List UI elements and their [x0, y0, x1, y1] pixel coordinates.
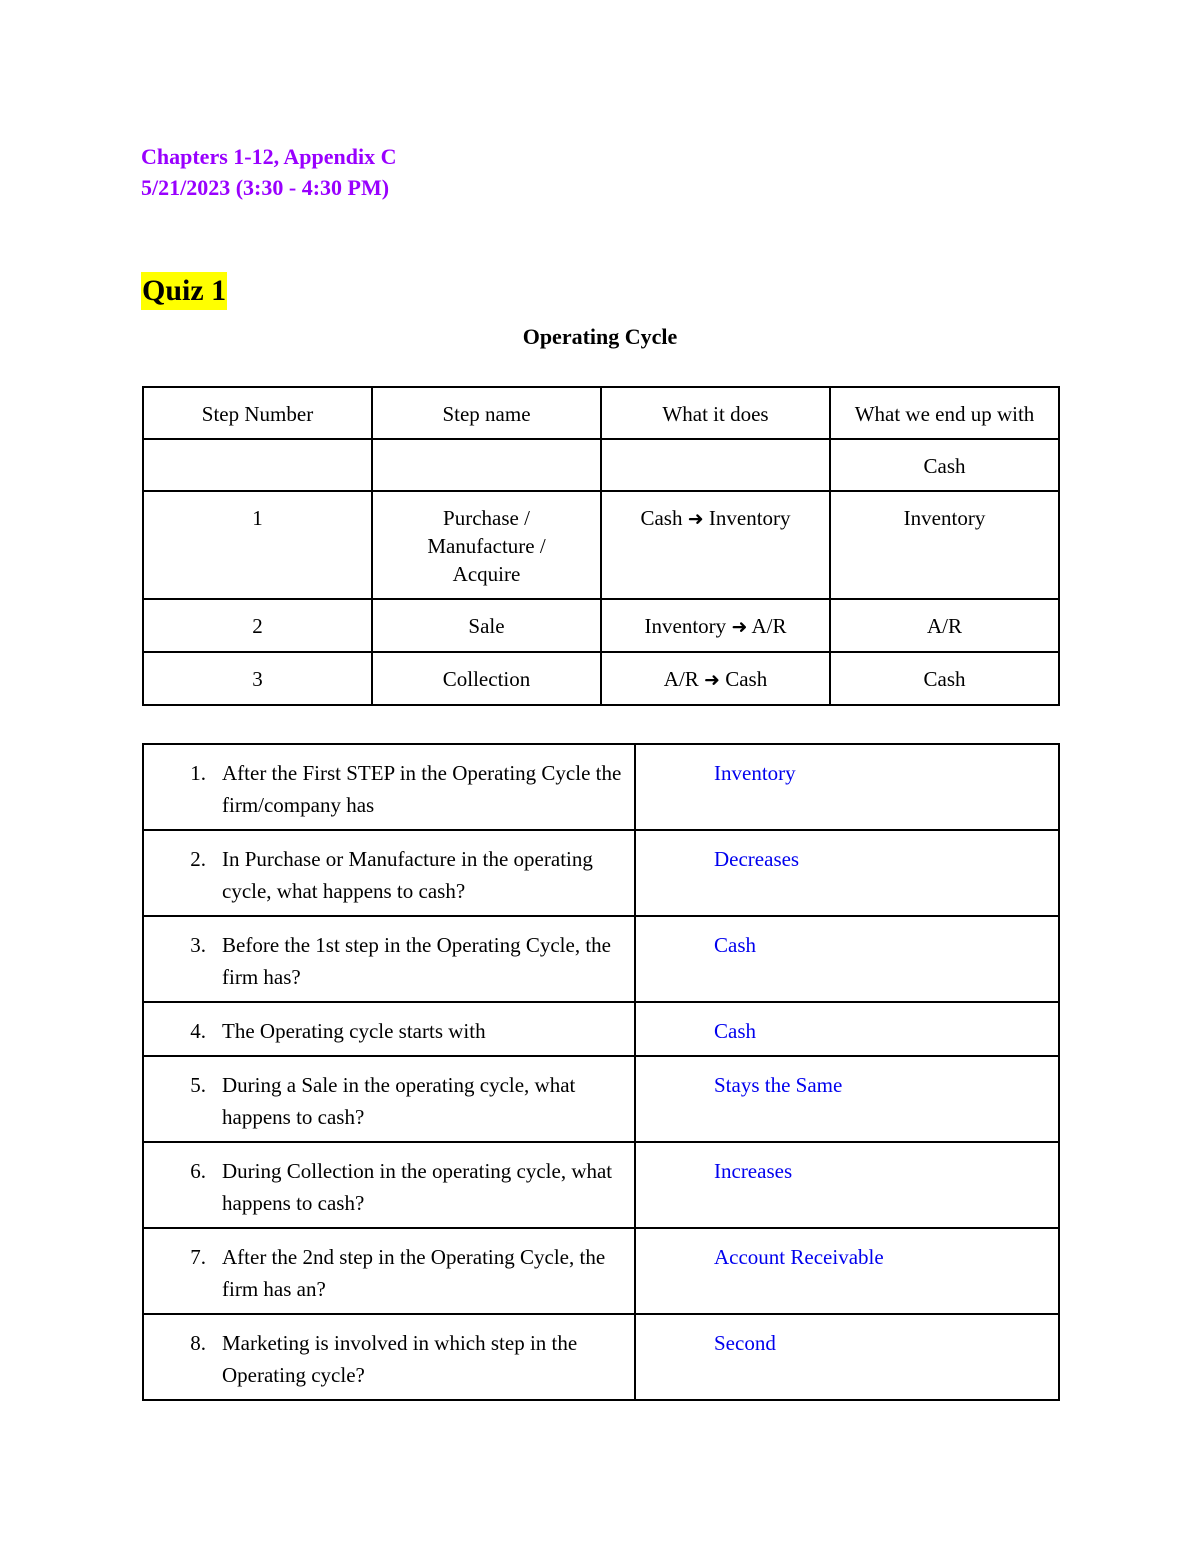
column-header: Step name [372, 387, 601, 439]
step-number-cell: 3 [143, 652, 372, 705]
to-text: Inventory [708, 506, 791, 530]
to-text: Cash [725, 667, 768, 691]
question-number: 2. [190, 847, 206, 871]
table-header-row [143, 387, 1059, 439]
what-it-does-cell [601, 439, 830, 491]
what-it-does-cell [601, 652, 830, 705]
operating-cycle-table [142, 386, 1060, 706]
document-header [141, 141, 396, 203]
section-title: Operating Cycle [522, 324, 678, 349]
step-name-cell: Collection [372, 652, 601, 705]
from-text: A/R [663, 667, 699, 691]
answer-cell: Account Receivable [635, 1228, 1059, 1314]
answer-cell: Decreases [635, 830, 1059, 916]
question-text: Before the 1st step in the Operating Cycle, the firm has? [222, 933, 611, 989]
date-line: 5/21/2023 (3:30 - 4:30 PM) [141, 175, 390, 200]
question-number: 3. [190, 933, 206, 957]
end-up-with-cell: Inventory [830, 491, 1059, 599]
arrow-right-icon: ➜ [704, 669, 720, 691]
chapters-line: Chapters 1-12, Appendix C [141, 144, 397, 169]
question-cell [143, 1056, 635, 1142]
table-row [143, 491, 1059, 599]
column-header: What we end up with [830, 387, 1059, 439]
step-name-cell: Sale [372, 599, 601, 652]
answer-cell: Cash [635, 1002, 1059, 1056]
question-text: During a Sale in the operating cycle, what happens to cash? [222, 1073, 576, 1129]
question-number: 7. [190, 1245, 206, 1269]
from-text: Inventory [644, 614, 727, 638]
step-name-text: Purchase / Manufacture / Acquire [427, 506, 546, 586]
question-cell [143, 1002, 635, 1056]
quiz-questions-table [142, 743, 1060, 1401]
question-text: During Collection in the operating cycle, what happens to cash? [222, 1159, 613, 1215]
question-text: After the 2nd step in the Operating Cycle, the firm has an? [222, 1245, 606, 1301]
what-it-does-cell [601, 491, 830, 599]
arrow-right-icon: ➜ [687, 508, 704, 530]
table-row [143, 1002, 1059, 1056]
question-number: 6. [190, 1159, 206, 1183]
step-number-cell: 1 [143, 491, 372, 599]
question-cell [143, 744, 635, 830]
question-cell [143, 1314, 635, 1400]
end-up-with-cell: A/R [830, 599, 1059, 652]
end-up-with-cell: Cash [830, 652, 1059, 705]
answer-cell: Second [635, 1314, 1059, 1400]
question-number: 1. [190, 761, 206, 785]
question-number: 4. [190, 1019, 206, 1043]
column-header: What it does [601, 387, 830, 439]
table-row [143, 744, 1059, 830]
question-number: 8. [190, 1331, 206, 1355]
question-cell [143, 1228, 635, 1314]
table-row [143, 1314, 1059, 1400]
question-cell [143, 1142, 635, 1228]
table-row [143, 1056, 1059, 1142]
answer-cell: Cash [635, 916, 1059, 1002]
answer-cell: Stays the Same [635, 1056, 1059, 1142]
table-row [143, 652, 1059, 705]
column-header: Step Number [143, 387, 372, 439]
answer-cell: Increases [635, 1142, 1059, 1228]
table-row [143, 599, 1059, 652]
question-text: Marketing is involved in which step in the Operating cycle? [222, 1331, 578, 1387]
end-up-with-cell: Cash [830, 439, 1059, 491]
table-row [143, 830, 1059, 916]
question-text: In Purchase or Manufacture in the operating cycle, what happens to cash? [222, 847, 593, 903]
step-name-cell [372, 491, 601, 599]
question-number: 5. [190, 1073, 206, 1097]
table-row [143, 1228, 1059, 1314]
question-text: The Operating cycle starts with [222, 1019, 486, 1043]
answer-cell: Inventory [635, 744, 1059, 830]
quiz-title: Quiz 1 [141, 272, 227, 310]
step-number-cell [143, 439, 372, 491]
step-name-cell [372, 439, 601, 491]
table-row [143, 439, 1059, 491]
question-cell [143, 830, 635, 916]
from-text: Cash [640, 506, 683, 530]
step-number-cell: 2 [143, 599, 372, 652]
table-row [143, 1142, 1059, 1228]
arrow-right-icon: ➜ [731, 616, 748, 638]
question-cell [143, 916, 635, 1002]
table-row [143, 916, 1059, 1002]
question-text: After the First STEP in the Operating Cycle the firm/company has [222, 761, 622, 817]
to-text: A/R [751, 614, 787, 638]
what-it-does-cell [601, 599, 830, 652]
